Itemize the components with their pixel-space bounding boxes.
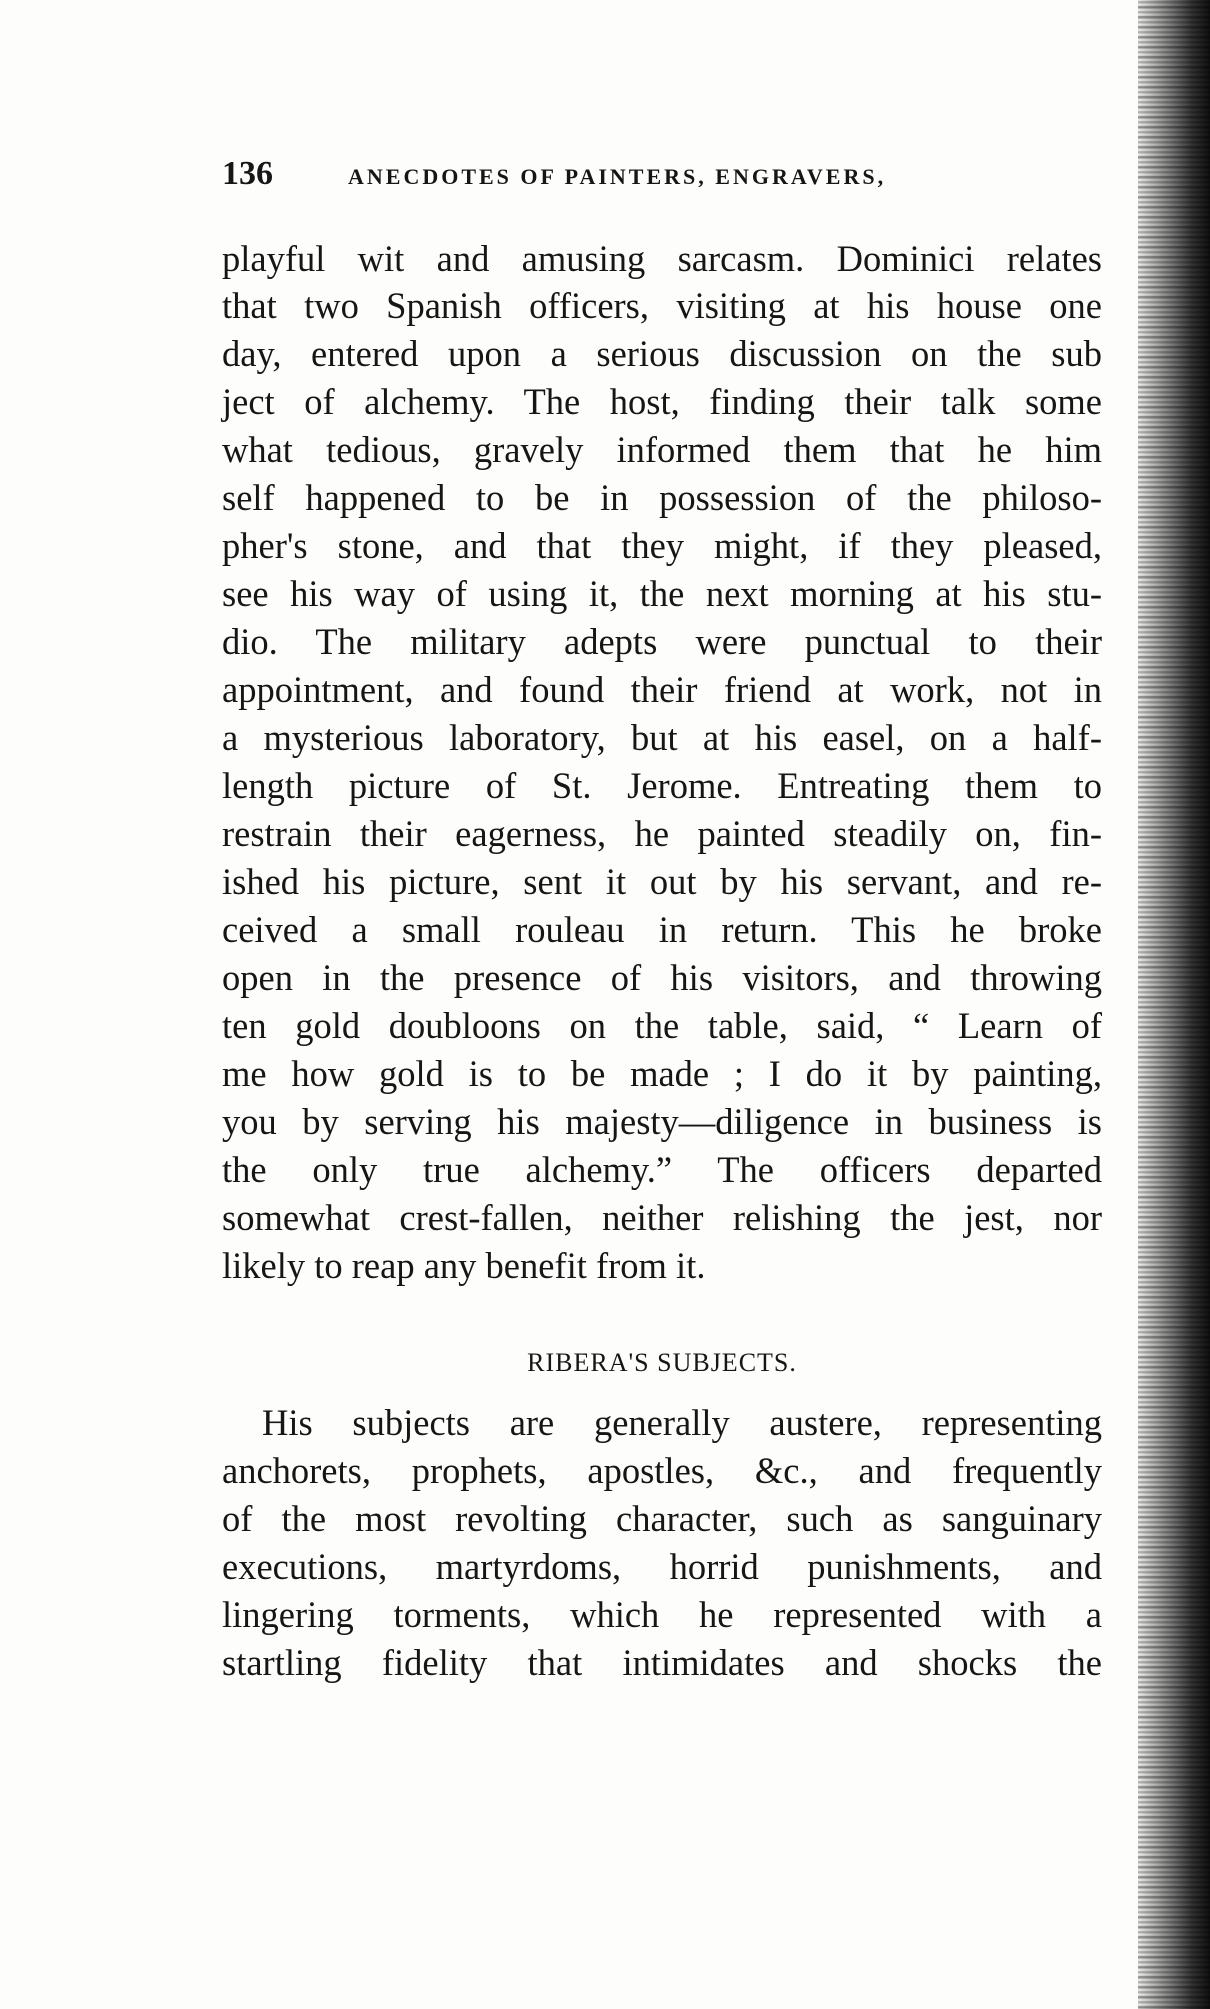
text-line: anchorets, prophets, apostles, &c., and frequently [222, 1450, 1102, 1491]
text-line: appointment, and found their friend at work, not in [222, 669, 1102, 710]
text-line: of the most revolting character, such as sanguinary [222, 1498, 1102, 1539]
text-line: the only true alchemy.” The officers departed [222, 1149, 1102, 1190]
text-line: what tedious, gravely informed them that he him [222, 429, 1102, 470]
text-line: likely to reap any benefit from it. [222, 1245, 706, 1286]
text-line: length picture of St. Jerome. Entreating them to [222, 765, 1102, 806]
text-line: somewhat crest-fallen, neither relishing the jest, nor [222, 1197, 1102, 1238]
page-number: 136 [222, 155, 273, 192]
text-line: lingering torments, which he represented with a [222, 1594, 1102, 1635]
text-line: restrain their eagerness, he painted steadily on, fin- [222, 813, 1102, 854]
running-head [222, 155, 1102, 195]
text-line: ished his picture, sent it out by his servant, and re- [222, 861, 1102, 902]
text-line: startling fidelity that intimidates and shocks the [222, 1642, 1102, 1683]
text-line: ten gold doubloons on the table, said, “ Learn of [222, 1005, 1102, 1046]
text-line: a mysterious laboratory, but at his easel, on a half- [222, 717, 1102, 758]
text-line: dio. The military adepts were punctual to their [222, 621, 1102, 662]
text-line: see his way of using it, the next morning at his stu- [222, 573, 1102, 614]
text-line: ceived a small rouleau in return. This he broke [222, 909, 1102, 950]
text-line: open in the presence of his visitors, and throwing [222, 957, 1102, 998]
text-line: day, entered upon a serious discussion on the sub [222, 333, 1102, 374]
text-line: ject of alchemy. The host, finding their talk some [222, 381, 1102, 422]
text-line: playful wit and amusing sarcasm. Dominici relates [222, 238, 1102, 279]
text-line: me how gold is to be made ; I do it by painting, [222, 1053, 1102, 1094]
section-heading: RIBERA'S SUBJECTS. [527, 1348, 797, 1377]
text-line: self happened to be in possession of the philoso- [222, 477, 1102, 518]
running-title: ANECDOTES OF PAINTERS, ENGRAVERS, [348, 164, 887, 189]
text-line: you by serving his majesty—diligence in business is [222, 1101, 1102, 1142]
page-edge-shadow [1138, 0, 1210, 2009]
text-line: executions, martyrdoms, horrid punishments, and [222, 1546, 1102, 1587]
text-line: pher's stone, and that they might, if they pleased, [222, 525, 1102, 566]
text-line: that two Spanish officers, visiting at his house one [222, 285, 1102, 326]
text-line: His subjects are generally austere, representing [262, 1402, 1102, 1443]
